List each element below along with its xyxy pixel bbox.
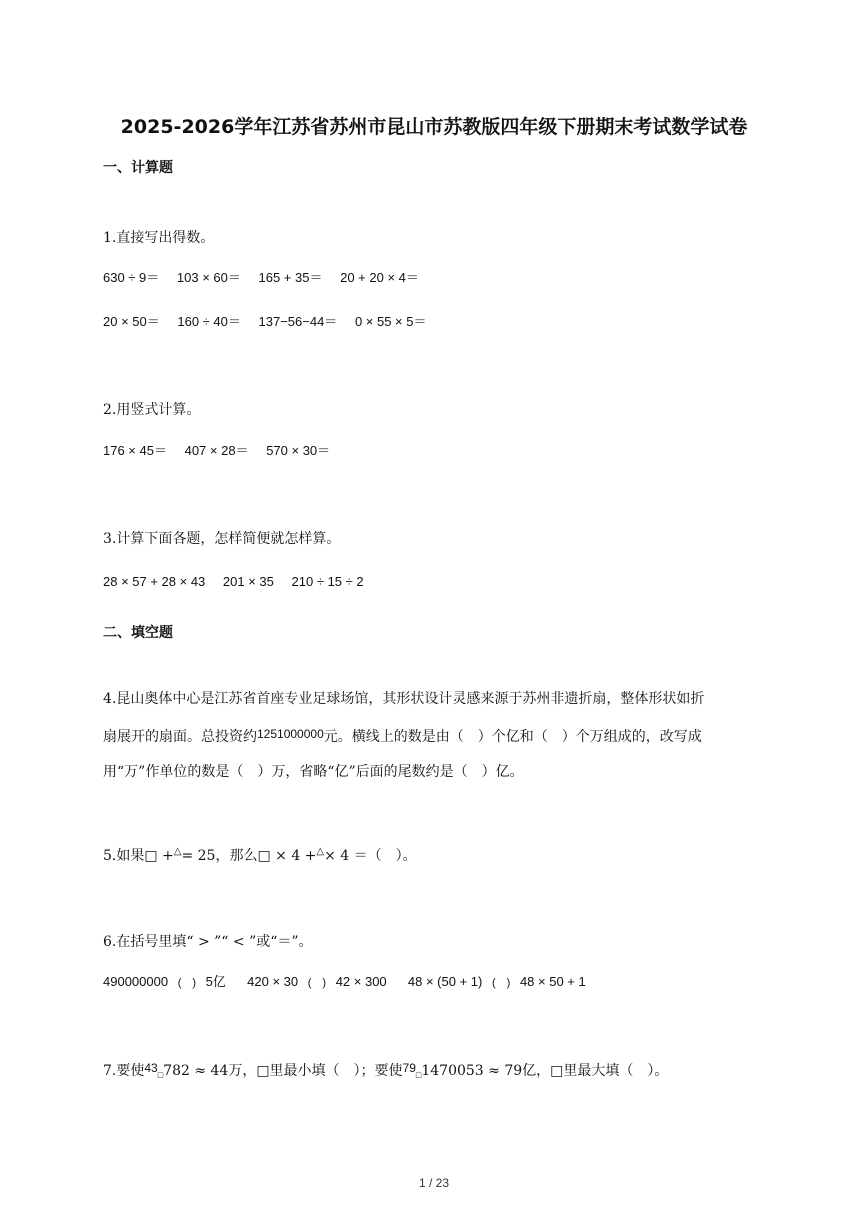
section-heading-fill-in: 二、填空题 bbox=[103, 625, 173, 641]
investment-number: 1251000000 bbox=[257, 727, 324, 741]
question-3-prompt: 3.计算下面各题，怎样简便就怎样算。 bbox=[103, 531, 341, 547]
question-4-line-2: 扇展开的扇面。总投资约1251000000元。横线上的数是由（ ）个亿和（ ）个万组成的，改写成 bbox=[103, 727, 702, 745]
comparison-paren: ( ) bbox=[307, 977, 327, 989]
question-5: 5.如果□ +△= 25，那么□ × 4 +△× 4 ＝（ ）。 bbox=[103, 846, 417, 864]
expression: 0 × 55 × 5＝ bbox=[354, 314, 427, 329]
question-2-prompt: 2.用竖式计算。 bbox=[103, 402, 201, 418]
question-1-prompt: 1.直接写出得数。 bbox=[103, 230, 215, 246]
question-1-row-1 bbox=[103, 267, 433, 286]
expression: 20 × 50＝ bbox=[103, 314, 160, 329]
expression: 407 × 28＝ bbox=[184, 443, 249, 458]
question-4-line-3: 用“万”作单位的数是（ ）万，省略“亿”后面的尾数约是（ ）亿。 bbox=[103, 764, 524, 780]
page-number: 1 / 23 bbox=[418, 1176, 450, 1190]
exam-title: 2025-2026学年江苏省苏州市昆山市苏教版四年级下册期末考试数学试卷 bbox=[120, 116, 748, 138]
comparison-left: 490000000 bbox=[103, 974, 169, 989]
question-4 bbox=[103, 682, 768, 790]
comparison-left: 48 × (50 + 1) bbox=[407, 974, 483, 989]
expression: 20 + 20 × 4＝ bbox=[340, 270, 419, 285]
triangle-symbol: △ bbox=[173, 846, 182, 857]
expression: 201 × 35 bbox=[222, 574, 274, 589]
question-2-row bbox=[103, 440, 344, 459]
question-3-row bbox=[103, 574, 378, 589]
expression: 165 + 35＝ bbox=[258, 270, 323, 285]
digit-box: □ bbox=[157, 1070, 164, 1080]
expression: 630 ÷ 9＝ bbox=[103, 270, 160, 285]
expression: 28 × 57 + 28 × 43 bbox=[103, 574, 206, 589]
comparison-right: 48 × 50 + 1 bbox=[519, 974, 586, 989]
comparison-paren: ( ) bbox=[491, 977, 511, 989]
comparison-left: 420 × 30 bbox=[247, 974, 299, 989]
question-6-prompt: 6.在括号里填“ > ”“ < ”或“＝”。 bbox=[103, 934, 313, 950]
expression: 137−56−44＝ bbox=[258, 314, 338, 329]
digit-box: □ bbox=[415, 1070, 422, 1080]
comparison-paren: ( ) bbox=[177, 977, 197, 989]
expression: 160 ÷ 40＝ bbox=[177, 314, 241, 329]
comparison-right: 5亿 bbox=[205, 974, 226, 989]
expression: 570 × 30＝ bbox=[266, 443, 331, 458]
expression: 103 × 60＝ bbox=[176, 270, 241, 285]
question-7: 7.要使$43_□782 \approx 44$万，□里最小填（ ）；要使$79_□1470053 \approx 79$亿，□里最大填（ ）。 bbox=[103, 1061, 669, 1080]
comparison-right: 42 × 300 bbox=[335, 974, 387, 989]
expression: 176 × 45＝ bbox=[103, 443, 167, 458]
question-6-row bbox=[103, 971, 586, 990]
expression: 210 ÷ 15 ÷ 2 bbox=[291, 574, 364, 589]
question-4-line-1: 4.昆山奥体中心是江苏省首座专业足球场馆，其形状设计灵感来源于苏州非遗折扇，整体形状如折 bbox=[103, 691, 705, 707]
triangle-symbol: △ bbox=[316, 846, 325, 857]
question-1-row-2 bbox=[103, 311, 441, 330]
section-heading-calculation: 一、计算题 bbox=[103, 160, 173, 176]
